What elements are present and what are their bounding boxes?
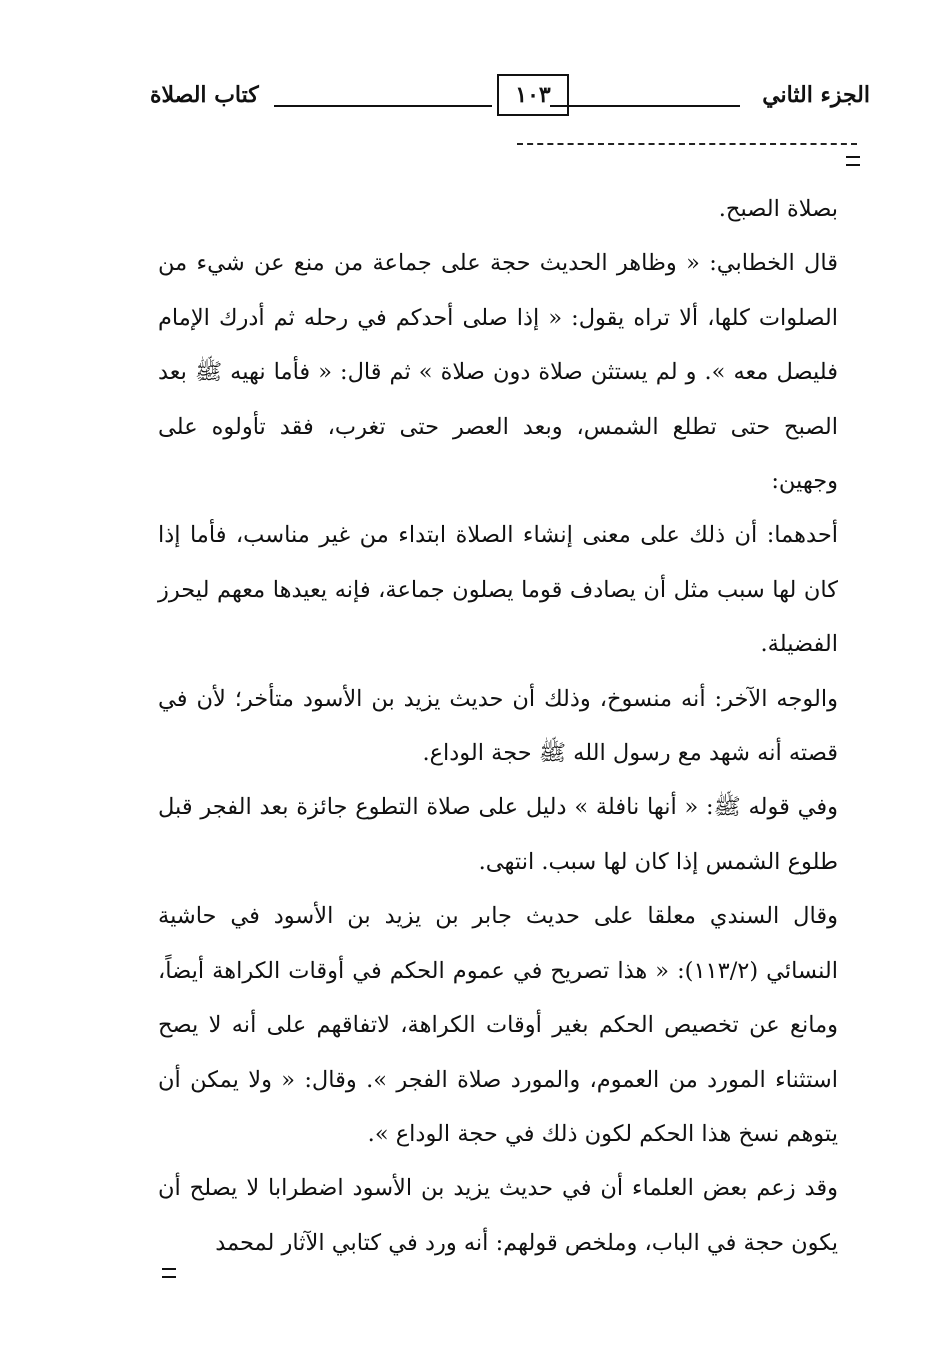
- paragraph: وفي قوله ﷺ: « أنها نافلة » دليل على صلاة التطوع جائزة بعد الفجر قبل طلوع الشمس إذا كان لها سبب. انتهى.: [158, 794, 838, 875]
- header-rule-left: [274, 105, 492, 107]
- paragraph: قال الخطابي: « وظاهر الحديث حجة على جماعة من منع عن شيء من الصلوات كلها، ألا تراه يقول: « إذا صلى أحدكم في رحله ثم أدرك الإمام فليصل معه ». و لم يستثن صلاة دون صلاة » ثم قال: « فأما نهيه ﷺ بعد الصبح حتى تطلع الشمس، وبعد العصر حتى تغرب، فقد تأولوه على وجهين:: [158, 250, 838, 495]
- running-head-book: كتاب الصلاة: [150, 82, 259, 108]
- paragraph: والوجه الآخر: أنه منسوخ، وذلك أن حديث يزيد بن الأسود متأخر؛ لأن في قصته أنه شهد مع رسول الله ﷺ حجة الوداع.: [158, 685, 838, 767]
- paragraph: وقال السندي معلقا على حديث جابر بن يزيد بن الأسود في حاشية النسائي (١١٣/٢): « هذا تصريح في عموم الحكم في أوقات الكراهة أيضاً، ومانع عن تخصيص الحكم بغير أوقات الكراهة، لاتفاقهم على أنه لا يصح استثناء المورد من العموم، والمورد صلاة الفجر ». وقال: « ولا يمكن أن يتوهم نسخ هذا الحكم لكون ذلك في حجة الوداع ».: [158, 903, 838, 1147]
- page-number: ١٠٣: [497, 74, 569, 116]
- continuation-mark-bottom: [162, 1268, 176, 1278]
- header-dashed-rule: [517, 143, 857, 145]
- paragraph: وقد زعم بعض العلماء أن في حديث يزيد بن الأسود اضطرابا لا يصلح أن يكون حجة في الباب، وملخص قولهم: أنه ورد في كتابي الآثار لمحمد: [158, 1175, 838, 1256]
- page-body: [158, 182, 838, 1270]
- paragraph: بصلاة الصبح.: [718, 196, 838, 222]
- header-rule-right: [550, 105, 740, 107]
- continuation-mark-top: [846, 156, 860, 166]
- paragraph: أحدهما: أن ذلك على معنى إنشاء الصلاة ابتداء من غير مناسب، فأما إذا كان لها سبب مثل أن يصادف قوما يصلون جماعة، فإنه يعيدها معهم ليحرز الفضيلة.: [158, 522, 838, 658]
- page-header: [150, 72, 870, 132]
- running-head-part: الجزء الثاني: [762, 82, 870, 108]
